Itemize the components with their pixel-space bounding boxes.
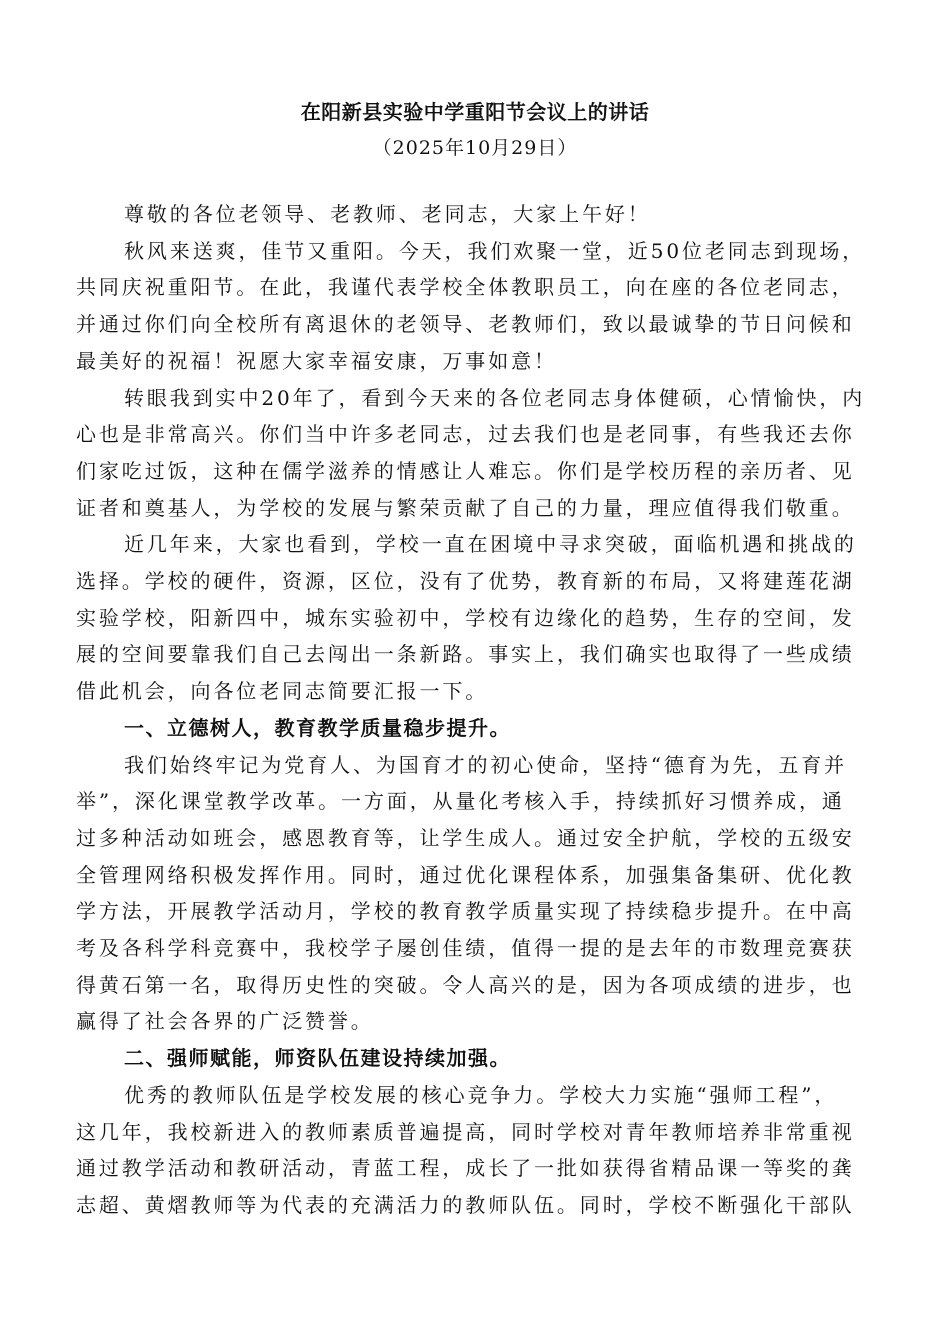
- text-line: 心也是非常高兴。你们当中许多老同志，过去我们也是老同事，有些我还去你: [76, 422, 855, 447]
- text-line: 选择。学校的硬件，资源，区位，没有了优势，教育新的布局，又将建莲花湖: [76, 569, 855, 594]
- text-line: 通过教学活动和教研活动，青蓝工程，成长了一批如获得省精品课一等奖的龚: [76, 1156, 855, 1181]
- text-line: 尊敬的各位老领导、老教师、老同志，大家上午好！: [124, 202, 651, 226]
- text-line: 二、强师赋能，师资队伍建设持续加强。: [124, 1046, 511, 1071]
- text-line: 考及各科学科竞赛中，我校学子屡创佳绩，值得一提的是去年的市数理竞赛获: [76, 936, 855, 961]
- text-line: 学方法，开展教学活动月，学校的教育教学质量实现了持续稳步提升。在中高: [76, 899, 855, 924]
- text-line: 并通过你们向全校所有离退休的老领导、老教师们，致以最诚挚的节日问候和: [76, 312, 855, 337]
- text-line: 秋风来送爽，佳节又重阳。今天，我们欢聚一堂，近50位老同志到现场，: [124, 238, 866, 263]
- text-line: 我们始终牢记为党育人、为国育才的初心使命，坚持“德育为先，五育并: [124, 752, 848, 777]
- text-line: 们家吃过饭，这种在儒学滋养的情感让人难忘。你们是学校历程的亲历者、见: [76, 458, 855, 483]
- document-title: 在阳新县实验中学重阳节会议上的讲话: [300, 100, 650, 124]
- paragraph: [76, 747, 860, 1041]
- paragraph: [116, 196, 860, 233]
- text-line: 最美好的祝福！祝愿大家幸福安康，万事如意！: [76, 348, 557, 373]
- text-line: 这几年，我校新进入的教师素质普遍提高，同时学校对青年教师培养非常重视: [76, 1119, 855, 1144]
- paragraph: [76, 380, 866, 527]
- text-line: 一、立德树人，教育教学质量稳步提升。: [124, 715, 511, 740]
- paragraph: [76, 233, 866, 380]
- text-line: 过多种活动如班会，感恩教育等，让学生成人。通过安全护航，学校的五级安: [76, 825, 855, 850]
- paragraph: [76, 1077, 860, 1224]
- document-date: （2025年10月29日）: [372, 137, 578, 159]
- document-body: [76, 196, 866, 1224]
- text-line: 借此机会，向各位老同志简要汇报一下。: [76, 679, 489, 704]
- text-line: 实验学校，阳新四中，城东实验初中，学校有边缘化的趋势，生存的空间，发: [76, 605, 855, 630]
- section-heading: [116, 710, 860, 747]
- text-line: 得黄石第一名，取得历史性的突破。令人高兴的是，因为各项成绩的进步，也: [76, 972, 855, 997]
- paragraph: [76, 526, 860, 710]
- text-line: 全管理网络积极发挥作用。同时，通过优化课程体系，加强集备集研、优化教: [76, 862, 855, 887]
- text-line: 举”，深化课堂教学改革。一方面，从量化考核入手，持续抓好习惯养成，通: [76, 789, 845, 814]
- text-line: 证者和奠基人，为学校的发展与繁荣贡献了自己的力量，理应值得我们敬重。: [76, 495, 855, 520]
- text-line: 志超、黄熠教师等为代表的充满活力的教师队伍。同时，学校不断强化干部队: [76, 1192, 855, 1217]
- text-line: 赢得了社会各界的广泛赞誉。: [76, 1009, 374, 1034]
- text-line: 转眼我到实中20年了，看到今天来的各位老同志身体健硕，心情愉快，内: [124, 385, 866, 410]
- text-line: 共同庆祝重阳节。在此，我谨代表学校全体教职员工，向在座的各位老同志，: [76, 275, 855, 300]
- section-heading: [116, 1040, 860, 1077]
- text-line: 展的空间要靠我们自己去闯出一条新路。事实上，我们确实也取得了一些成绩: [76, 642, 855, 667]
- text-line: 优秀的教师队伍是学校发展的核心竞争力。学校大力实施“强师工程”，: [124, 1082, 838, 1107]
- text-line: 近几年来，大家也看到，学校一直在困境中寻求突破，面临机遇和挑战的: [124, 532, 857, 557]
